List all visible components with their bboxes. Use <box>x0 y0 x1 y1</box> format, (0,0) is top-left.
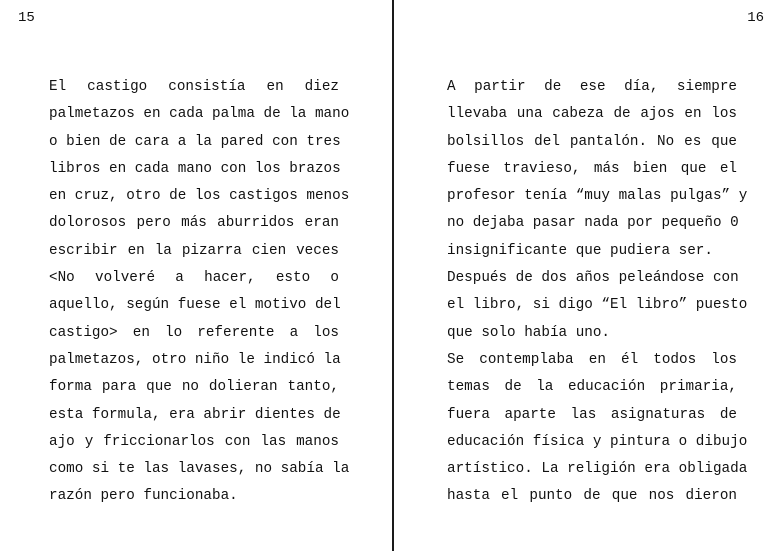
text-line: escribir en la pizarra cien veces <box>49 242 339 259</box>
text-line: libros en cada mano con los brazos <box>49 160 341 177</box>
page-number: 15 <box>18 10 35 26</box>
text-line: temas de la educación primaria, <box>447 379 737 396</box>
text-line: llevaba una cabeza de ajos en los <box>447 106 737 123</box>
text-line: Después de dos años peleándose con <box>447 270 739 287</box>
text-line: Se contemplaba en él todos los <box>447 351 737 368</box>
text-line: insignificante que pudiera ser. <box>447 242 713 259</box>
text-line: castigo> en lo referente a los <box>49 324 339 341</box>
text-line: esta formula, era abrir dientes de <box>49 406 341 423</box>
text-line: aquello, según fuese el motivo del <box>49 297 341 314</box>
text-line: palmetazos, otro niño le indicó la <box>49 351 341 368</box>
text-line: fuese travieso, más bien que el <box>447 160 737 177</box>
text-line: A partir de ese día, siempre <box>447 79 737 95</box>
text-line: ajo y friccionarlos con las manos <box>49 433 339 450</box>
right-page <box>394 0 784 551</box>
text-line: que solo había uno. <box>447 324 611 341</box>
text-line: como si te las lavases, no sabía la <box>49 461 350 478</box>
text-line: palmetazos en cada palma de la mano <box>49 106 350 123</box>
text-line: fuera aparte las asignaturas de <box>447 406 737 423</box>
text-line: el libro, si digo “El libro” puesto <box>447 297 748 314</box>
page-text <box>49 77 350 514</box>
text-line: razón pero funcionaba. <box>49 488 238 505</box>
text-line: artístico. La religión era obligada <box>447 461 748 478</box>
text-line: bolsillos del pantalón. No es que <box>447 133 737 150</box>
text-line: profesor tenía “muy malas pulgas” y <box>447 188 748 205</box>
text-line: educación física y pintura o dibujo <box>447 433 748 450</box>
text-line: o bien de cara a la pared con tres <box>49 133 341 150</box>
text-line: dolorosos pero más aburridos eran <box>49 215 339 232</box>
page-number: 16 <box>747 10 764 26</box>
text-line: El castigo consistía en diez <box>49 79 339 95</box>
text-line: <No volveré a hacer, esto o <box>49 270 339 287</box>
text-line: forma para que no dolieran tanto, <box>49 379 339 396</box>
page-text <box>447 77 748 514</box>
text-line: en cruz, otro de los castigos menos <box>49 188 350 205</box>
text-line: no dejaba pasar nada por pequeño 0 <box>447 215 739 232</box>
text-line: hasta el punto de que nos dieron <box>447 488 737 505</box>
